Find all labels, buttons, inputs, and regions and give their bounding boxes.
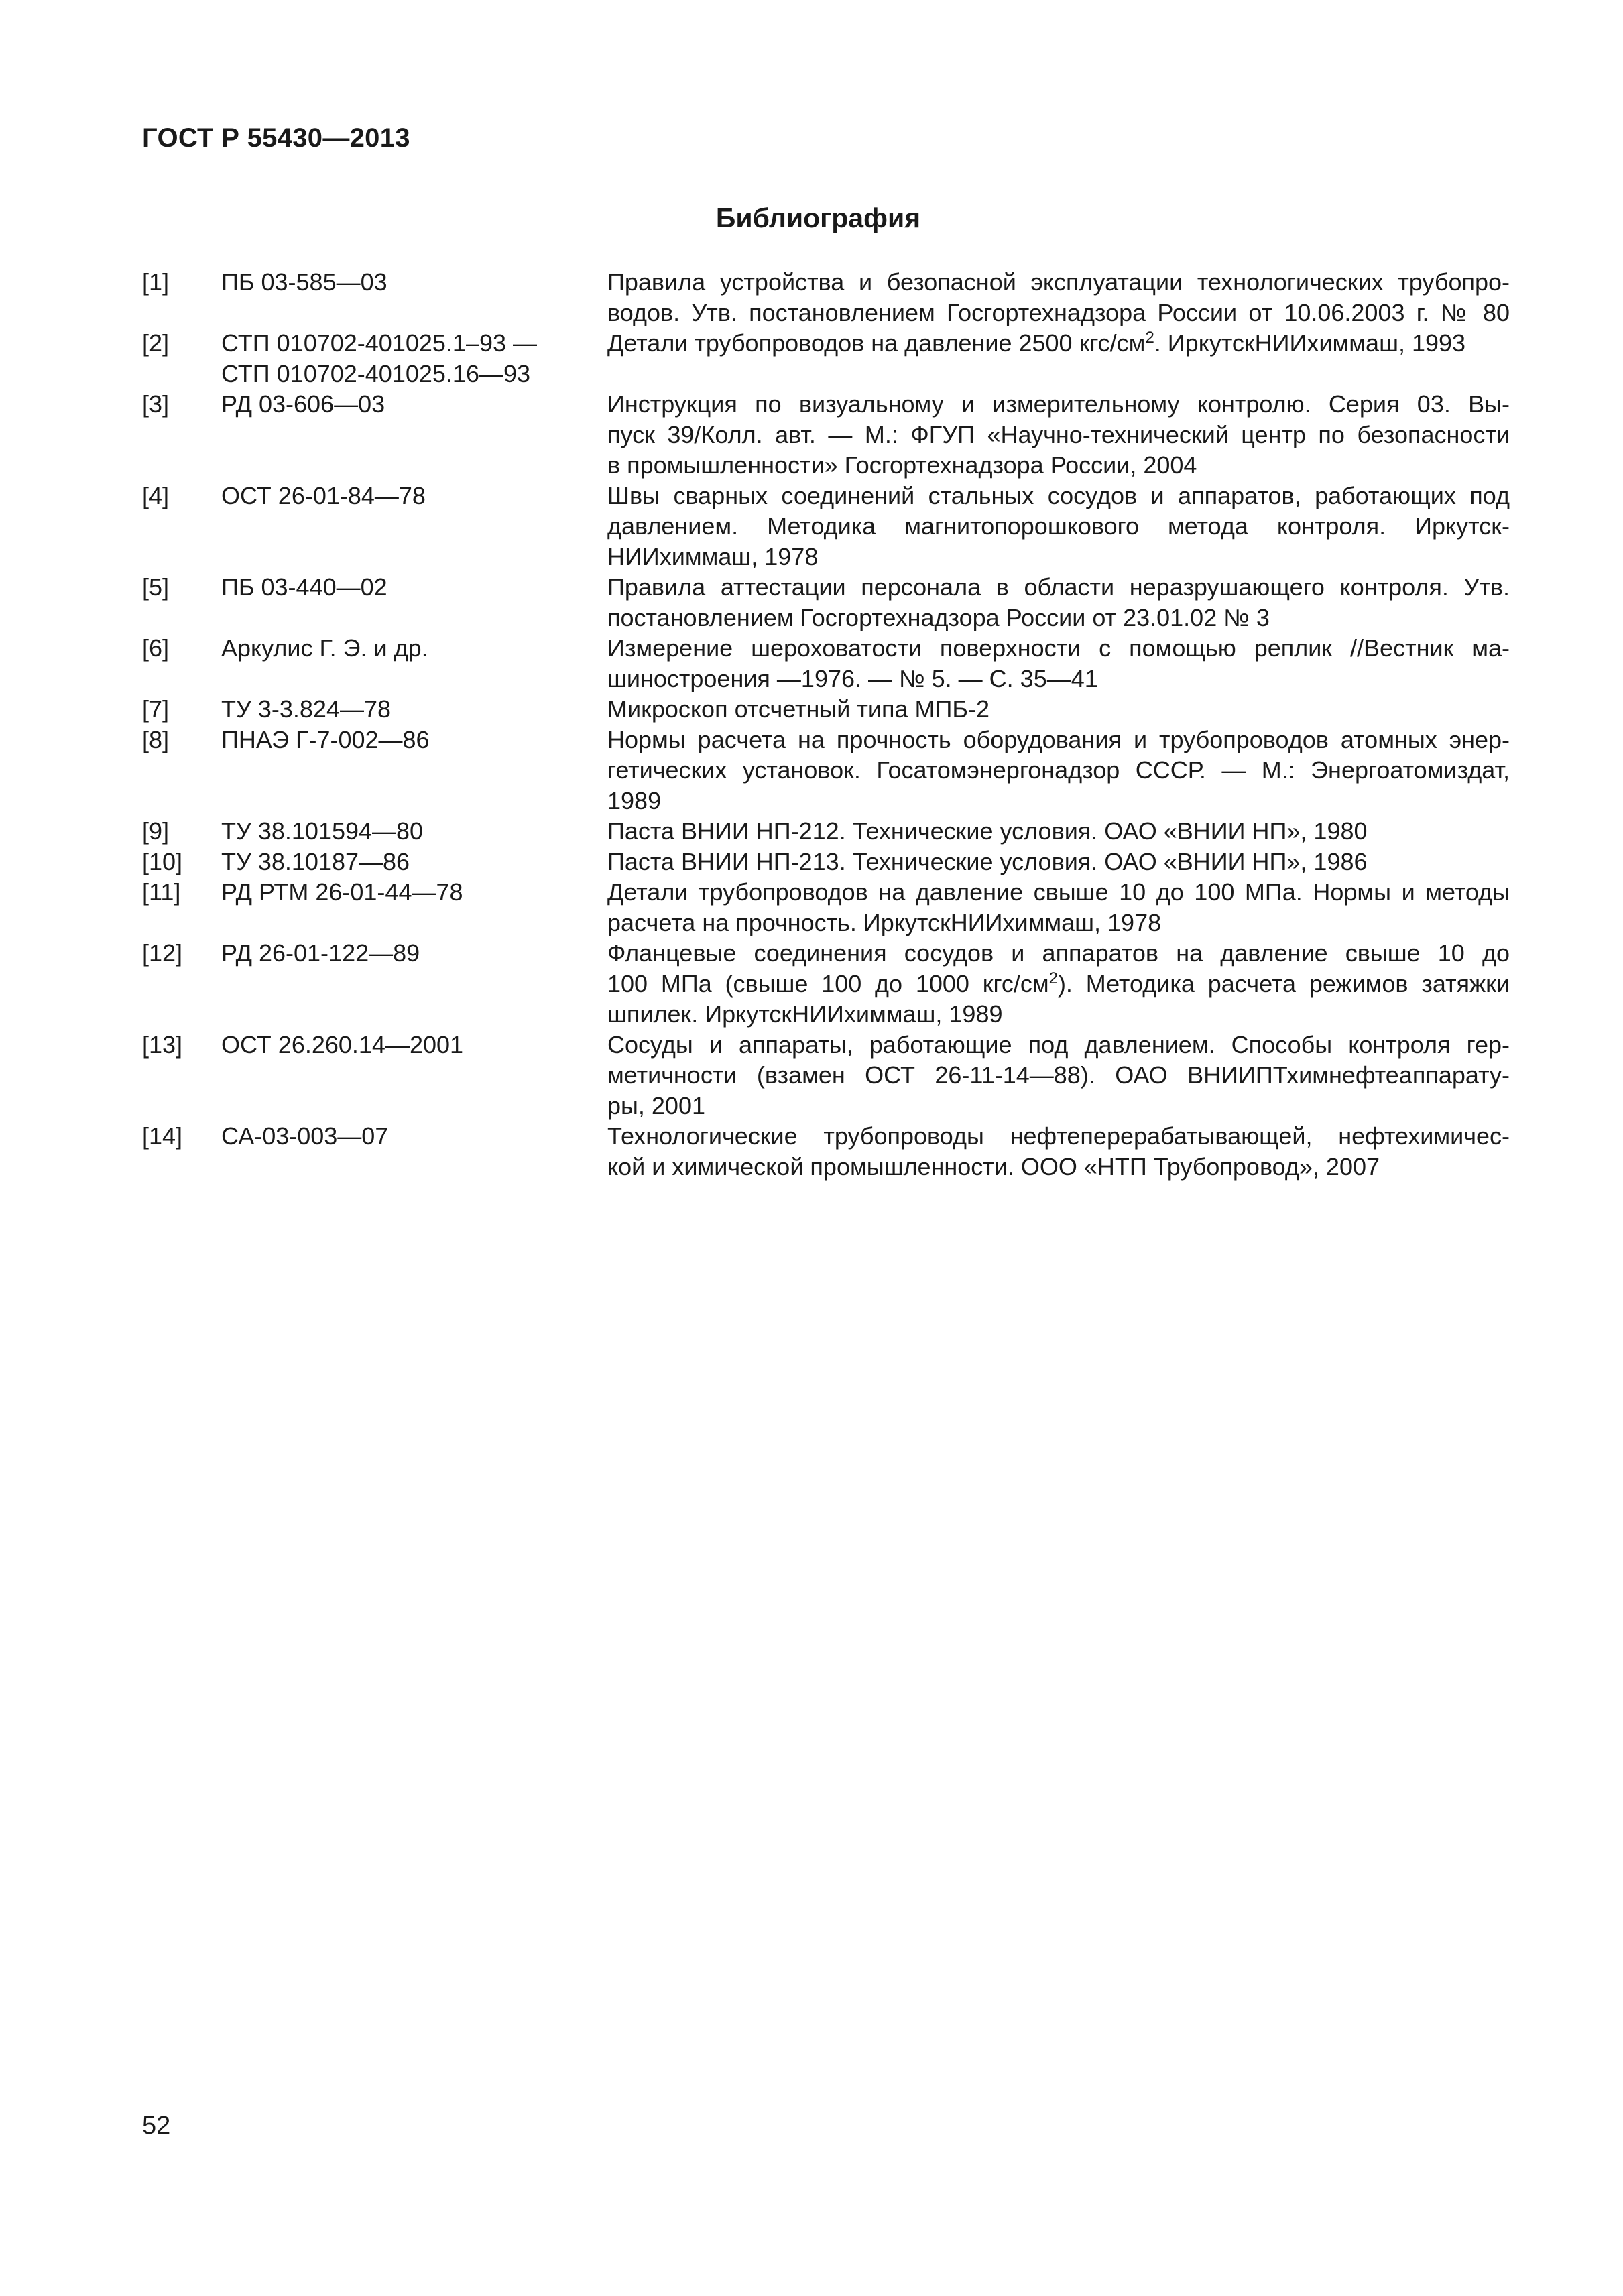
bibliography-entry [142, 633, 1510, 694]
entry-designation [221, 1121, 607, 1182]
description-line: Детали трубопроводов на давление 2500 кгс/$см^2$. ИркутскНИИхиммаш, 1993 [607, 328, 1466, 357]
section-title: Библиография [715, 202, 921, 233]
designation-line: Аркулис Г. Э. и др. [221, 634, 428, 662]
description-line: Сосуды и аппараты, работающие под давлением. Способы контроля гер- [607, 1030, 1510, 1059]
entry-number: [8] [142, 725, 170, 753]
entry-number: [3] [142, 390, 170, 418]
entry-description [607, 389, 1510, 481]
bibliography-entry [142, 389, 1510, 481]
entry-description [607, 481, 1510, 572]
description-line: расчета на прочность. ИркутскНИИхиммаш, 1978 [607, 908, 1162, 936]
designation-line: СТП 010702-401025.1–93 — [221, 329, 538, 357]
bibliography-entry [142, 877, 1510, 938]
bibliography-entry [142, 572, 1510, 633]
entry-designation [221, 725, 607, 817]
entry-designation [221, 816, 607, 847]
entry-number: [6] [142, 634, 170, 662]
designation-line: СА-03-003—07 [221, 1122, 389, 1150]
description-line: Швы сварных соединений стальных сосудов и аппаратов, работающих под [607, 481, 1510, 509]
bibliography-entry [142, 328, 1510, 389]
bibliography-entry [142, 725, 1510, 817]
entry-number: [1] [142, 268, 170, 296]
bibliography-entry [142, 816, 1510, 847]
description-line: давлением. Методика магнитопорошкового метода контроля. Иркутск- [607, 512, 1510, 540]
bibliography-entry [142, 694, 1510, 725]
entry-designation [221, 938, 607, 1030]
entry-designation [221, 633, 607, 694]
page-number: 52 [142, 2112, 171, 2140]
description-line: 100 МПа (свыше 100 до 1000 кгс/$см^2$). Методика расчета режимов затяжки [607, 969, 1510, 998]
entry-description [607, 694, 1510, 725]
designation-line: ПНАЭ Г-7-002—86 [221, 725, 430, 753]
designation-line: ПБ 03-585—03 [221, 268, 387, 296]
entry-designation [221, 847, 607, 878]
description-line: Фланцевые соединения сосудов и аппаратов на давление свыше 10 до [607, 939, 1510, 967]
bibliography-entry [142, 847, 1510, 878]
entry-description [607, 328, 1510, 389]
entry-description [607, 1121, 1510, 1182]
description-line: Нормы расчета на прочность оборудования и трубопроводов атомных энер- [607, 725, 1510, 753]
entry-number: [13] [142, 1030, 183, 1059]
description-line: гетических установок. Госатомэнергонадзор СССР. — М.: Энергоатомиздат, [607, 756, 1510, 784]
description-line: Детали трубопроводов на давление свыше 10 до 100 МПа. Нормы и методы [607, 878, 1510, 906]
entry-number: [12] [142, 939, 183, 967]
description-line: Инструкция по визуальному и измерительному контролю. Серия 03. Вы- [607, 390, 1510, 418]
bibliography-entry [142, 1030, 1510, 1122]
description-line: в промышленности» Госгортехнадзора России, 2004 [607, 451, 1197, 479]
entry-designation [221, 481, 607, 572]
description-line: кой и химической промышленности. ООО «НТП Трубопровод», 2007 [607, 1152, 1380, 1181]
description-line: Правила аттестации персонала в области неразрушающего контроля. Утв. [607, 573, 1510, 601]
description-line: Паста ВНИИ НП-212. Технические условия. ОАО «ВНИИ НП», 1980 [607, 817, 1368, 845]
description-line: Паста ВНИИ НП-213. Технические условия. ОАО «ВНИИ НП», 1986 [607, 847, 1368, 875]
superscript: 2 [1145, 328, 1154, 347]
designation-line: ПБ 03-440—02 [221, 573, 387, 601]
document-header: ГОСТ Р 55430—2013 [142, 123, 410, 153]
description-line: метичности (взамен ОСТ 26-11-14—88). ОАО ВНИИПТхимнефтеаппарату- [607, 1061, 1510, 1089]
description-line: шиностроения —1976. — № 5. — С. 35—41 [607, 664, 1098, 692]
entry-description [607, 1030, 1510, 1122]
entry-number: [7] [142, 695, 170, 723]
description-line: НИИхиммаш, 1978 [607, 542, 819, 570]
description-line: Правила устройства и безопасной эксплуатации технологических трубопро- [607, 268, 1510, 296]
entry-number: [5] [142, 573, 170, 601]
designation-line: ТУ 38.101594—80 [221, 817, 424, 845]
entry-number: [10] [142, 847, 183, 875]
entry-designation [221, 877, 607, 938]
entry-description [607, 572, 1510, 633]
entry-designation [221, 572, 607, 633]
description-line: шпилек. ИркутскНИИхиммаш, 1989 [607, 1000, 1003, 1028]
description-line: водов. Утв. постановлением Госгортехнадзора России от 10.06.2003 г. № 80 [607, 298, 1510, 326]
description-line: Микроскоп отсчетный типа МПБ-2 [607, 695, 990, 723]
bibliography-entry [142, 267, 1510, 328]
designation-line: ТУ 3-3.824—78 [221, 695, 392, 723]
description-line: пуск 39/Колл. авт. — М.: ФГУП «Научно-технический центр по безопасности [607, 420, 1510, 448]
entry-designation [221, 694, 607, 725]
designation-line: ОСТ 26-01-84—78 [221, 481, 426, 509]
entry-designation [221, 1030, 607, 1122]
entry-number: [4] [142, 481, 170, 509]
entry-description [607, 816, 1510, 847]
designation-line: СТП 010702-401025.16—93 [221, 359, 531, 387]
designation-line: ТУ 38.10187—86 [221, 847, 410, 875]
description-line: ры, 2001 [607, 1091, 705, 1120]
bibliography-list [142, 267, 1510, 1182]
entry-number: [2] [142, 329, 170, 357]
bibliography-entry [142, 1121, 1510, 1182]
designation-line: РД РТМ 26-01-44—78 [221, 878, 463, 906]
entry-number: [14] [142, 1122, 183, 1150]
description-line: постановлением Госгортехнадзора России от 23.01.02 № 3 [607, 603, 1270, 631]
superscript: 2 [1048, 969, 1058, 987]
entry-designation [221, 328, 607, 389]
entry-designation [221, 267, 607, 328]
entry-number: [11] [142, 878, 181, 906]
entry-description [607, 633, 1510, 694]
entry-description [607, 847, 1510, 878]
bibliography-entry [142, 481, 1510, 572]
description-line: Технологические трубопроводы нефтеперерабатывающей, нефтехимичес- [607, 1122, 1510, 1150]
entry-description [607, 725, 1510, 817]
bibliography-entry [142, 938, 1510, 1030]
designation-line: ОСТ 26.260.14—2001 [221, 1030, 464, 1059]
entry-description [607, 877, 1510, 938]
entry-number: [9] [142, 817, 170, 845]
designation-line: РД 03-606—03 [221, 390, 385, 418]
description-line: 1989 [607, 786, 662, 814]
designation-line: РД 26-01-122—89 [221, 939, 420, 967]
description-line: Измерение шероховатости поверхности с помощью реплик //Вестник ма- [607, 634, 1510, 662]
entry-description [607, 938, 1510, 1030]
entry-description [607, 267, 1510, 328]
entry-designation [221, 389, 607, 481]
